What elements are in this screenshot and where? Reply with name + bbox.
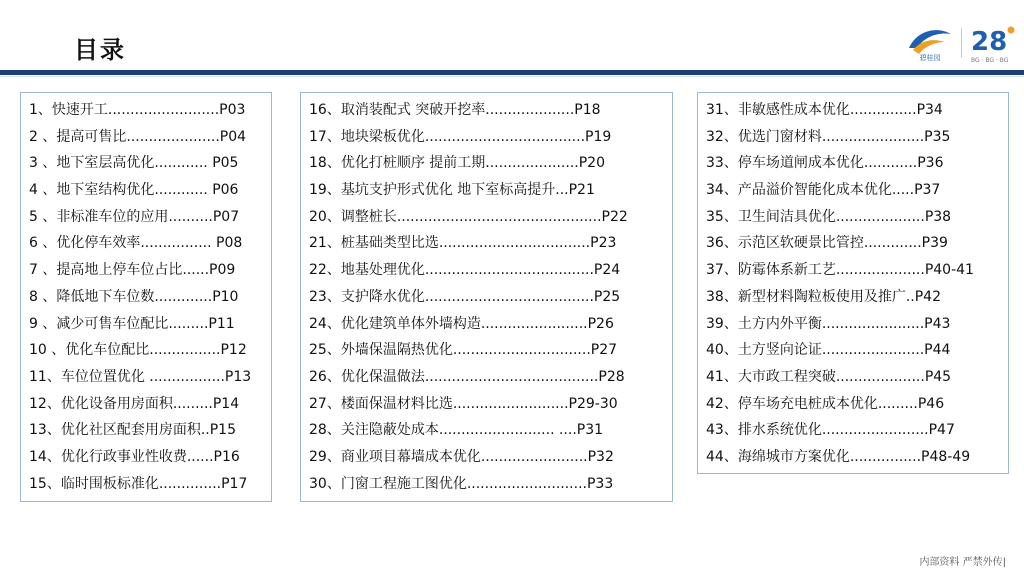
anniversary-logo — [969, 22, 1015, 64]
anniversary-number: 28 — [971, 27, 1008, 57]
toc-item[interactable]: 10 、优化车位配比................P12 — [29, 342, 247, 359]
toc-item[interactable]: 44、海绵城市方案优化................P48-49 — [706, 448, 971, 465]
toc-item[interactable]: 42、停车场充电桩成本优化.........P46 — [706, 395, 945, 412]
toc-item[interactable]: 26、优化保温做法.......................................P28 — [309, 368, 625, 385]
toc-item[interactable]: 30、门窗工程施工图优化...........................P33 — [309, 475, 614, 492]
toc-item[interactable]: 21、桩基础类型比选..................................P23 — [309, 235, 617, 252]
toc-item[interactable]: 28、关注隐蔽处成本.......................... ....P31 — [309, 422, 604, 439]
toc-item[interactable]: 32、优选门窗材料.......................P35 — [706, 128, 951, 145]
toc-item[interactable]: 35、卫生间洁具优化....................P38 — [706, 208, 952, 225]
toc-item[interactable]: 29、商业项目幕墙成本优化........................P32 — [309, 448, 614, 465]
footer-confidential: 内部资料 严禁外传| — [919, 557, 1006, 568]
toc-item[interactable]: 2 、提高可售比.....................P04 — [29, 128, 247, 145]
toc-item[interactable]: 9 、减少可售车位配比.........P11 — [29, 315, 235, 332]
toc-column-1 — [20, 92, 272, 502]
toc-item[interactable]: 14、优化行政事业性收费......P16 — [29, 448, 240, 465]
brand-logo-text: 碧桂园 — [919, 54, 941, 62]
toc-item[interactable]: 1、快速开工.........................P03 — [29, 102, 246, 118]
logo-area — [905, 22, 1015, 66]
toc-item[interactable]: 40、土方竖向论证.......................P44 — [706, 342, 951, 359]
toc-item[interactable]: 3 、地下室层高优化............ P05 — [29, 155, 239, 172]
toc-item[interactable]: 15、临时围板标准化..............P17 — [29, 475, 248, 492]
toc-item[interactable]: 41、大市政工程突破....................P45 — [706, 368, 952, 385]
toc-item[interactable]: 4 、地下室结构优化............ P06 — [29, 182, 239, 199]
toc-item[interactable]: 38、新型材料陶粒板使用及推广..P42 — [706, 288, 941, 305]
toc-item[interactable]: 37、防霉体系新工艺....................P40-41 — [706, 262, 974, 279]
anniversary-tagline: BG · BG · BG — [971, 57, 1009, 64]
brand-logo — [905, 24, 955, 62]
toc-item[interactable]: 23、支护降水优化......................................P25 — [309, 288, 621, 305]
toc-item[interactable]: 20、调整桩长..............................................P22 — [309, 208, 628, 225]
toc-item[interactable]: 8 、降低地下车位数.............P10 — [29, 288, 239, 305]
toc-item[interactable]: 31、非敏感性成本优化...............P34 — [706, 102, 943, 118]
toc-item[interactable]: 33、停车场道闸成本优化............P36 — [706, 155, 944, 172]
header-rule-thin — [0, 76, 1024, 77]
toc-item[interactable]: 17、地块梁板优化....................................P19 — [309, 128, 612, 145]
toc-item[interactable]: 36、示范区软硬景比管控.............P39 — [706, 235, 948, 252]
toc-item[interactable]: 6 、优化停车效率................ P08 — [29, 235, 243, 252]
header-rule — [0, 70, 1024, 75]
toc-item[interactable]: 25、外墙保温隔热优化...............................P27 — [309, 342, 618, 359]
toc-item[interactable]: 11、车位位置优化 .................P13 — [29, 368, 252, 385]
toc-item[interactable]: 27、楼面保温材料比选..........................P29-30 — [309, 395, 618, 412]
toc-item[interactable]: 39、土方内外平衡.......................P43 — [706, 315, 951, 332]
toc-item[interactable]: 7 、提高地上停车位占比......P09 — [29, 262, 236, 279]
toc-item[interactable]: 24、优化建筑单体外墙构造........................P26 — [309, 315, 614, 332]
toc-item[interactable]: 5 、非标准车位的应用..........P07 — [29, 208, 240, 225]
logo-divider — [961, 28, 962, 58]
toc-item[interactable]: 12、优化设备用房面积.........P14 — [29, 395, 240, 412]
toc-column-2 — [300, 92, 673, 502]
toc-item[interactable]: 18、优化打桩顺序 提前工期.....................P20 — [309, 155, 605, 172]
toc-item[interactable]: 34、产品溢价智能化成本优化.....P37 — [706, 182, 941, 199]
toc-item[interactable]: 19、基坑支护形式优化 地下室标高提升...P21 — [309, 182, 595, 199]
toc-item[interactable]: 13、优化社区配套用房面积..P15 — [29, 422, 236, 439]
toc-item[interactable]: 22、地基处理优化......................................P24 — [309, 262, 621, 279]
toc-column-3 — [697, 92, 1009, 474]
toc-item[interactable]: 16、取消装配式 突破开挖率....................P18 — [309, 102, 601, 118]
page-title: 目录 — [74, 36, 126, 64]
toc-item[interactable]: 43、排水系统优化........................P47 — [706, 422, 955, 439]
